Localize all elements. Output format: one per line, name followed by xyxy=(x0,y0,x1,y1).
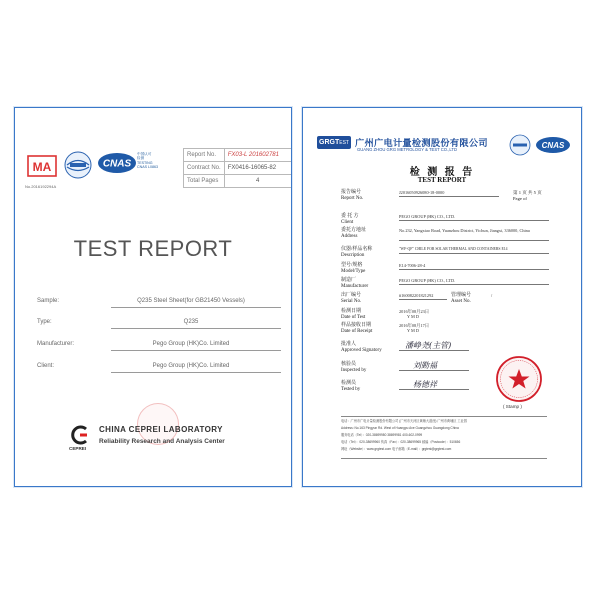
date-receipt-value xyxy=(399,323,549,333)
svg-text:CNAS: CNAS xyxy=(102,158,132,170)
model-label xyxy=(341,263,389,274)
label-en: Inspected by xyxy=(341,367,367,373)
test-report-document-left xyxy=(14,107,292,487)
client-label: Client: xyxy=(37,363,55,369)
total-pages-value: 4 xyxy=(224,175,291,188)
model-underline xyxy=(399,269,549,270)
manufacturer-underline xyxy=(399,284,549,285)
tested-label xyxy=(341,381,389,392)
page-cn: 第 1 页 共 5 页 xyxy=(513,190,542,195)
label-cn: 样品接收日期 xyxy=(341,323,372,328)
client-underline xyxy=(111,372,281,373)
label-en: Approved Signatory xyxy=(341,347,382,353)
model-value: E14-7006-28-4 xyxy=(399,263,426,268)
lab-subtitle: Reliability Research and Analysis Center xyxy=(99,438,225,445)
report-no-label xyxy=(341,190,389,201)
label-cn: 核验员 xyxy=(341,362,357,367)
cnas-sub-line: 检测 xyxy=(137,156,145,161)
date-receipt-ymd: Y M D xyxy=(407,328,420,334)
table-row xyxy=(184,175,292,188)
footer-divider xyxy=(341,416,547,417)
manufacturer-label xyxy=(341,278,389,289)
label-cn: 委 托 方 xyxy=(341,214,359,219)
contract-no-value: FX0416-16065-82 xyxy=(224,162,291,175)
label-en: Model/Type xyxy=(341,268,366,274)
serial-underline xyxy=(399,299,447,300)
date-test-ymd: Y M D xyxy=(407,314,420,320)
label-cn: 管理编号 xyxy=(451,293,472,298)
client-value: Pego Group (HK)Co. Limited xyxy=(152,363,230,369)
cnas-sub-line: 中国认可 xyxy=(137,152,152,156)
grgt-logo-text: GRGT xyxy=(319,139,340,146)
inspected-underline xyxy=(399,370,469,371)
manufacturer-underline xyxy=(111,350,281,351)
inspected-signature: 刘勤福 xyxy=(413,361,437,370)
company-name-cn: 广州广电计量检测股份有限公司 xyxy=(355,138,488,148)
label-en: Manufacturer xyxy=(341,283,369,289)
report-no-label: Report No. xyxy=(184,149,225,162)
cnas-sub-line: CNAS L0863 xyxy=(137,165,158,170)
client-label xyxy=(341,214,389,225)
ceprei-logo-label: CEPREI xyxy=(69,446,87,451)
lab-name: CHINA CEPREI LABORATORY xyxy=(99,425,223,434)
tested-underline xyxy=(399,389,469,390)
report-no-underline xyxy=(399,196,499,197)
ilac-mra-logo-icon xyxy=(509,134,531,156)
label-cn: 报告编号 xyxy=(341,190,362,195)
label-en: Client xyxy=(341,219,354,225)
test-report-document-right xyxy=(302,107,582,487)
report-title-cn: 检 测 报 告 xyxy=(409,167,475,178)
report-info-table xyxy=(183,148,292,188)
label-cn: 检测员 xyxy=(341,381,357,386)
accreditation-logos xyxy=(25,146,177,189)
label-en: Description xyxy=(341,252,365,258)
address-underline xyxy=(399,240,549,241)
type-underline xyxy=(111,328,281,329)
manufacturer-value: Pego Group (HK)Co. Limited xyxy=(152,341,230,347)
cma-code: No.2016192294A xyxy=(25,184,57,189)
total-pages-label: Total Pages xyxy=(184,175,225,188)
sample-label: Sample: xyxy=(37,298,60,304)
address-label xyxy=(341,228,389,239)
footer-divider xyxy=(341,458,547,459)
label-cn: 出厂编号 xyxy=(341,293,362,298)
date-test-value xyxy=(399,309,549,319)
asset-label xyxy=(451,293,471,304)
tested-signature: 杨德祥 xyxy=(413,380,437,389)
manufacturer-value: PEGO GROUP (HK) CO., LTD. xyxy=(399,278,456,283)
asset-value: / xyxy=(491,293,493,298)
footer-line: 网址（Website）：www.grgtest.com 电子邮箱（E-mail）：grgtest@grgtest.com xyxy=(341,447,452,451)
cnas-sub-line: TESTING xyxy=(137,160,153,165)
description-value: "WF-QF" CHILE FOR SOLAR THERMAL AND CONTAINERS E14 xyxy=(399,247,508,251)
client-underline xyxy=(399,220,549,221)
report-no-value: FX03-L 201602781 xyxy=(224,149,291,162)
company-name-en: GUANG ZHOU GRG METROLOGY & TEST CO.,LTD xyxy=(357,147,457,152)
grgt-logo-suffix: EST xyxy=(339,140,349,146)
date-test-label xyxy=(341,309,389,320)
report-title-en: TEST REPORT xyxy=(417,176,467,184)
cnas-subtext xyxy=(137,152,177,170)
approved-signature: 潘峥尧(主管) xyxy=(405,341,452,350)
footer-line: 服务电话（Tel）：020-38699980 38699981 400-602-0999 xyxy=(341,433,423,437)
approved-label xyxy=(341,342,389,353)
grgt-logo xyxy=(317,136,351,149)
manufacturer-label: Manufacturer: xyxy=(37,341,75,347)
ceprei-logo-icon xyxy=(69,424,91,446)
label-en: Date of Test xyxy=(341,314,366,320)
stamp-label: ( Stamp ) xyxy=(503,404,522,409)
label-cn: 委托方地址 xyxy=(341,228,367,233)
label-cn: 检测日期 xyxy=(341,309,362,314)
footer-line: Address: No.163 Pingyun Rd. West of Huangpu Ave Guangzhou Guangdong China xyxy=(341,426,459,430)
official-red-seal-icon xyxy=(495,355,543,403)
cnas-logo-icon xyxy=(535,136,571,154)
page-en: Page of xyxy=(513,195,527,201)
date-receipt-label xyxy=(341,323,389,334)
serial-label xyxy=(341,293,389,304)
footer-line: 电话（Tel）：020-38699960 传真（Fax）：020-38699965 邮编（Postcode）：510656 xyxy=(341,440,461,444)
page-indicator xyxy=(513,190,542,201)
approved-underline xyxy=(399,350,469,351)
footer-line: 电话：广州市广电计量检测股份有限公司 (广州市天河区黄埔大道西) 广州市黄埔区 工业园 xyxy=(341,419,467,423)
inspected-label xyxy=(341,362,389,373)
cnas-logo-icon xyxy=(97,152,137,174)
table-row xyxy=(184,162,292,175)
svg-text:MA: MA xyxy=(32,160,52,174)
type-label: Type: xyxy=(37,319,52,325)
label-cn: 仪器/样品名称 xyxy=(341,247,373,252)
cma-logo-icon xyxy=(27,152,57,182)
report-title: TEST REPORT xyxy=(73,236,233,261)
sample-value: Q235 Steel Sheet(for GB21450 Vessels) xyxy=(137,298,245,304)
report-no-value: J2016050926080-18-0000 xyxy=(399,190,445,195)
description-underline xyxy=(399,253,549,254)
type-value: Q235 xyxy=(183,319,199,325)
label-en: Asset No. xyxy=(451,298,471,304)
table-row xyxy=(184,149,292,162)
contract-no-label: Contract No. xyxy=(184,162,225,175)
ilac-mra-logo-icon xyxy=(63,150,93,180)
description-label xyxy=(341,247,389,258)
address-value: No.232, Yangxiao Road, Yuanzhou District, Yichun, Jiangxi, 336000, China xyxy=(399,228,530,233)
date-receipt-text: 2016年08月17日 xyxy=(399,323,430,328)
label-en: Tested by xyxy=(341,386,361,392)
sample-underline xyxy=(111,307,281,308)
label-en: Date of Receipt xyxy=(341,328,373,334)
svg-text:CNAS: CNAS xyxy=(541,141,565,150)
date-test-text: 2016年08月23日 xyxy=(399,309,430,314)
label-cn: 制造厂 xyxy=(341,278,357,283)
serial-value: #160082201821292 xyxy=(399,293,434,298)
label-en: Address xyxy=(341,233,358,239)
client-value: PEGO GROUP (HK) CO., LTD. xyxy=(399,214,456,219)
label-cn: 型号/规格 xyxy=(341,263,363,268)
label-en: Report No. xyxy=(341,195,364,201)
label-en: Serial No. xyxy=(341,298,362,304)
label-cn: 批准人 xyxy=(341,342,357,347)
